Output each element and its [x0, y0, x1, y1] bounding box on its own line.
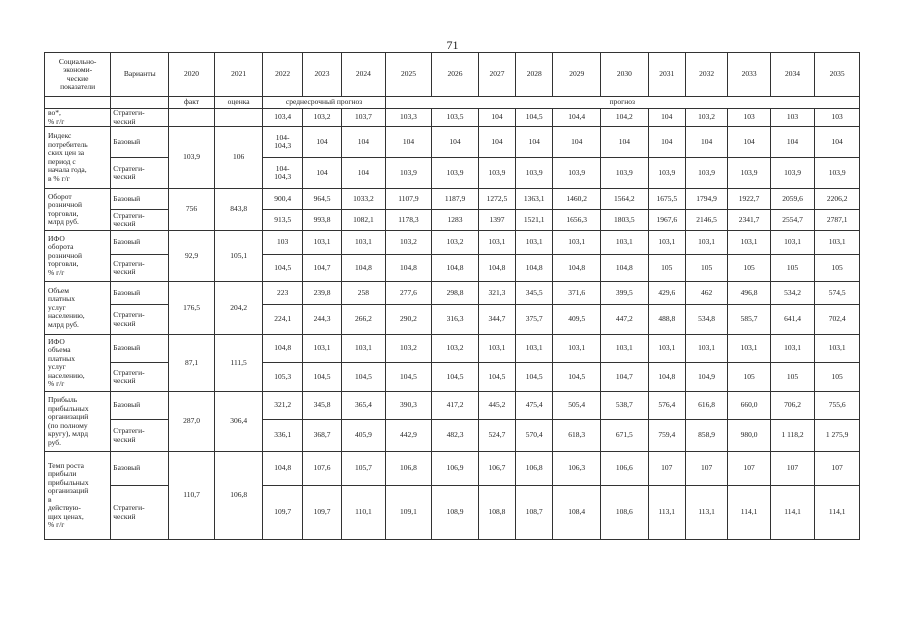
value-cell: 103,1	[302, 231, 341, 255]
value-cell: 103	[770, 109, 815, 127]
value-cell: 103,9	[385, 158, 432, 189]
value-cell: 104,9	[685, 363, 727, 392]
value-cell: 277,6	[385, 282, 432, 305]
value-cell: 345,8	[302, 392, 341, 420]
value-cell: 104,8	[478, 255, 515, 282]
value-cell: 104	[478, 109, 515, 127]
value-cell: 104	[685, 127, 727, 158]
value-2020: 92,9	[169, 231, 215, 282]
header-year: 2032	[685, 53, 727, 97]
value-cell: 103,1	[478, 231, 515, 255]
value-cell: 104	[385, 127, 432, 158]
value-2020: 756	[169, 189, 215, 231]
value-2021: 106,8	[214, 452, 263, 540]
table-row	[45, 452, 860, 486]
value-cell: 104- 104,3	[263, 127, 302, 158]
value-2021: 843,8	[214, 189, 263, 231]
value-cell: 108,8	[478, 486, 515, 540]
value-cell: 103,1	[770, 335, 815, 363]
value-cell: 755,6	[815, 392, 860, 420]
value-2021: 105,1	[214, 231, 263, 282]
value-cell: 103,1	[553, 335, 601, 363]
value-cell: 103,1	[516, 231, 553, 255]
value-cell: 103,7	[342, 109, 385, 127]
value-2020	[169, 109, 215, 127]
value-cell: 496,8	[728, 282, 770, 305]
value-cell: 105	[815, 363, 860, 392]
value-cell: 1363,1	[516, 189, 553, 210]
value-cell: 618,3	[553, 420, 601, 452]
forecast-table	[44, 52, 860, 540]
value-cell: 660,0	[728, 392, 770, 420]
value-cell: 103,1	[815, 231, 860, 255]
table-row	[45, 363, 860, 392]
value-cell: 103,1	[685, 231, 727, 255]
value-cell: 113,1	[685, 486, 727, 540]
indicator-name: ИФО оборота розничной торговли, % г/г	[45, 231, 111, 282]
table-row	[45, 109, 860, 127]
table-row	[45, 335, 860, 363]
header-indicator: Социально- экономи- ческие показатели	[45, 53, 111, 97]
value-cell: 103,1	[770, 231, 815, 255]
value-cell: 103,1	[601, 231, 649, 255]
value-cell: 298,8	[432, 282, 479, 305]
value-cell: 104,5	[342, 363, 385, 392]
value-cell: 706,2	[770, 392, 815, 420]
value-cell: 104	[728, 127, 770, 158]
value-cell: 105	[685, 255, 727, 282]
value-cell: 104,5	[553, 363, 601, 392]
variant-name: Базовый	[111, 392, 169, 420]
table-row	[45, 305, 860, 335]
value-cell: 616,8	[685, 392, 727, 420]
value-cell: 103,9	[601, 158, 649, 189]
variant-name: Стратеги- ческий	[111, 210, 169, 231]
value-cell: 1 275,9	[815, 420, 860, 452]
value-cell: 104	[302, 127, 341, 158]
value-cell: 114,1	[770, 486, 815, 540]
value-2021: 204,2	[214, 282, 263, 335]
page-number: 71	[446, 38, 459, 52]
table-row	[45, 127, 860, 158]
value-cell: 103,2	[432, 335, 479, 363]
value-cell: 1 118,2	[770, 420, 815, 452]
value-cell: 105,7	[342, 452, 385, 486]
value-cell: 1082,1	[342, 210, 385, 231]
indicator-name: Прибыль прибыльных организаций (по полному кругу), млрд руб.	[45, 392, 111, 452]
value-cell: 104	[302, 158, 341, 189]
value-cell: 368,7	[302, 420, 341, 452]
variant-name: Базовый	[111, 231, 169, 255]
variant-name: Базовый	[111, 127, 169, 158]
value-cell: 104,8	[342, 255, 385, 282]
value-cell: 109,1	[385, 486, 432, 540]
value-cell: 224,1	[263, 305, 302, 335]
value-cell: 538,7	[601, 392, 649, 420]
subheader-estimate: оценка	[214, 97, 263, 109]
subheader-empty	[45, 97, 111, 109]
value-cell: 399,5	[601, 282, 649, 305]
value-cell: 103,1	[728, 231, 770, 255]
value-cell: 258	[342, 282, 385, 305]
value-cell: 107	[728, 452, 770, 486]
value-2021	[214, 109, 263, 127]
value-cell: 104	[770, 127, 815, 158]
value-cell: 104,8	[263, 452, 302, 486]
value-cell: 103,5	[432, 109, 479, 127]
value-cell: 1178,3	[385, 210, 432, 231]
value-cell: 108,4	[553, 486, 601, 540]
value-cell: 316,3	[432, 305, 479, 335]
value-cell: 103,4	[263, 109, 302, 127]
value-cell: 1460,2	[553, 189, 601, 210]
value-cell: 266,2	[342, 305, 385, 335]
value-cell: 365,4	[342, 392, 385, 420]
value-cell: 104	[648, 127, 685, 158]
value-cell: 105	[770, 255, 815, 282]
variant-name: Стратеги- ческий	[111, 109, 169, 127]
table-row	[45, 231, 860, 255]
table-row	[45, 158, 860, 189]
value-cell: 103,1	[728, 335, 770, 363]
table-row	[45, 210, 860, 231]
value-cell: 702,4	[815, 305, 860, 335]
header-year: 2029	[553, 53, 601, 97]
value-cell: 1967,6	[648, 210, 685, 231]
value-cell: 574,5	[815, 282, 860, 305]
header-variants: Варианты	[111, 53, 169, 97]
value-cell: 336,1	[263, 420, 302, 452]
value-cell: 1272,5	[478, 189, 515, 210]
value-cell: 104- 104,3	[263, 158, 302, 189]
header-year: 2035	[815, 53, 860, 97]
value-cell: 104,5	[478, 363, 515, 392]
value-cell: 2554,7	[770, 210, 815, 231]
value-cell: 104,8	[601, 255, 649, 282]
value-cell: 107	[685, 452, 727, 486]
value-cell: 107	[815, 452, 860, 486]
value-cell: 109,7	[263, 486, 302, 540]
indicator-name: во*, % г/г	[45, 109, 111, 127]
variant-name: Стратеги- ческий	[111, 255, 169, 282]
value-cell: 104,8	[516, 255, 553, 282]
value-cell: 103	[263, 231, 302, 255]
value-cell: 105,3	[263, 363, 302, 392]
value-cell: 104	[553, 127, 601, 158]
value-cell: 104,2	[601, 109, 649, 127]
value-cell: 104,5	[516, 109, 553, 127]
value-cell: 405,9	[342, 420, 385, 452]
value-cell: 104	[516, 127, 553, 158]
variant-name: Стратеги- ческий	[111, 486, 169, 540]
value-2020: 287,0	[169, 392, 215, 452]
value-cell: 759,4	[648, 420, 685, 452]
indicator-name: Объем платных услуг населению, млрд руб.	[45, 282, 111, 335]
value-cell: 445,2	[478, 392, 515, 420]
value-cell: 103,1	[342, 231, 385, 255]
header-year: 2024	[342, 53, 385, 97]
value-cell: 103,9	[478, 158, 515, 189]
value-cell: 2146,5	[685, 210, 727, 231]
table-row	[45, 486, 860, 540]
value-2020: 87,1	[169, 335, 215, 392]
value-cell: 103,3	[385, 109, 432, 127]
value-cell: 344,7	[478, 305, 515, 335]
value-cell: 103	[728, 109, 770, 127]
value-cell: 442,9	[385, 420, 432, 452]
value-cell: 105	[815, 255, 860, 282]
value-cell: 2059,6	[770, 189, 815, 210]
value-cell: 110,1	[342, 486, 385, 540]
indicator-name: Индекс потребитель ских цен за период с начала года, в % г/г	[45, 127, 111, 189]
value-cell: 964,5	[302, 189, 341, 210]
value-cell: 103,9	[432, 158, 479, 189]
variant-name: Стратеги- ческий	[111, 363, 169, 392]
value-cell: 103,2	[385, 335, 432, 363]
value-cell: 103,9	[770, 158, 815, 189]
value-cell: 993,8	[302, 210, 341, 231]
value-cell: 104,5	[432, 363, 479, 392]
value-cell: 104,8	[385, 255, 432, 282]
value-cell: 103,1	[553, 231, 601, 255]
value-cell: 103	[815, 109, 860, 127]
value-cell: 104	[432, 127, 479, 158]
value-cell: 1922,7	[728, 189, 770, 210]
value-cell: 570,4	[516, 420, 553, 452]
value-cell: 104	[478, 127, 515, 158]
value-cell: 106,6	[601, 452, 649, 486]
value-cell: 105	[648, 255, 685, 282]
value-cell: 104	[601, 127, 649, 158]
value-cell: 103,9	[648, 158, 685, 189]
value-cell: 900,4	[263, 189, 302, 210]
value-2021: 306,4	[214, 392, 263, 452]
value-cell: 2206,2	[815, 189, 860, 210]
value-cell: 104	[815, 127, 860, 158]
subheader-empty	[111, 97, 169, 109]
value-cell: 103,1	[601, 335, 649, 363]
header-year: 2021	[214, 53, 263, 97]
subheader-forecast: прогноз	[385, 97, 859, 109]
value-cell: 524,7	[478, 420, 515, 452]
value-cell: 104,8	[553, 255, 601, 282]
value-cell: 104,8	[432, 255, 479, 282]
header-year: 2034	[770, 53, 815, 97]
value-cell: 1521,1	[516, 210, 553, 231]
value-cell: 1033,2	[342, 189, 385, 210]
value-cell: 103,1	[815, 335, 860, 363]
value-cell: 108,6	[601, 486, 649, 540]
variant-name: Базовый	[111, 335, 169, 363]
value-2021: 111,5	[214, 335, 263, 392]
value-cell: 858,9	[685, 420, 727, 452]
value-cell: 290,2	[385, 305, 432, 335]
value-cell: 114,1	[728, 486, 770, 540]
value-cell: 239,8	[302, 282, 341, 305]
value-cell: 534,2	[770, 282, 815, 305]
value-cell: 103,9	[553, 158, 601, 189]
value-cell: 585,7	[728, 305, 770, 335]
table-row	[45, 392, 860, 420]
value-cell: 447,2	[601, 305, 649, 335]
value-cell: 104,7	[302, 255, 341, 282]
table-row	[45, 255, 860, 282]
variant-name: Стратеги- ческий	[111, 420, 169, 452]
value-cell: 1675,5	[648, 189, 685, 210]
subheader-medium-term: среднесрочный прогноз	[263, 97, 385, 109]
value-cell: 104,7	[601, 363, 649, 392]
value-cell: 1107,9	[385, 189, 432, 210]
value-cell: 103,9	[728, 158, 770, 189]
value-cell: 104,5	[263, 255, 302, 282]
header-year: 2027	[478, 53, 515, 97]
header-year: 2033	[728, 53, 770, 97]
value-cell: 105	[728, 255, 770, 282]
value-2020: 103,9	[169, 127, 215, 189]
value-cell: 106,9	[432, 452, 479, 486]
table-row	[45, 282, 860, 305]
value-cell: 462	[685, 282, 727, 305]
header-year: 2025	[385, 53, 432, 97]
value-cell: 104	[342, 158, 385, 189]
value-cell: 106,3	[553, 452, 601, 486]
value-cell: 345,5	[516, 282, 553, 305]
value-cell: 375,7	[516, 305, 553, 335]
value-cell: 103,1	[685, 335, 727, 363]
value-cell: 103,1	[478, 335, 515, 363]
value-cell: 390,3	[385, 392, 432, 420]
value-cell: 104	[342, 127, 385, 158]
value-cell: 641,4	[770, 305, 815, 335]
value-cell: 103,1	[302, 335, 341, 363]
value-cell: 105	[770, 363, 815, 392]
header-year: 2030	[601, 53, 649, 97]
value-cell: 321,3	[478, 282, 515, 305]
value-cell: 113,1	[648, 486, 685, 540]
value-cell: 108,9	[432, 486, 479, 540]
value-cell: 104,8	[263, 335, 302, 363]
value-cell: 103,9	[516, 158, 553, 189]
value-cell: 1656,3	[553, 210, 601, 231]
value-cell: 505,4	[553, 392, 601, 420]
value-cell: 104	[648, 109, 685, 127]
header-year: 2020	[169, 53, 215, 97]
value-cell: 108,7	[516, 486, 553, 540]
value-cell: 107	[770, 452, 815, 486]
subheader-row	[45, 97, 860, 109]
value-cell: 1187,9	[432, 189, 479, 210]
value-cell: 106,8	[385, 452, 432, 486]
header-year: 2028	[516, 53, 553, 97]
value-cell: 980,0	[728, 420, 770, 452]
value-2020: 110,7	[169, 452, 215, 540]
value-cell: 417,2	[432, 392, 479, 420]
indicator-name: ИФО объема платных услуг населению, % г/г	[45, 335, 111, 392]
value-cell: 103,9	[685, 158, 727, 189]
value-cell: 105	[728, 363, 770, 392]
value-cell: 103,2	[385, 231, 432, 255]
variant-name: Стратеги- ческий	[111, 305, 169, 335]
value-cell: 475,4	[516, 392, 553, 420]
value-cell: 534,8	[685, 305, 727, 335]
value-cell: 488,8	[648, 305, 685, 335]
value-cell: 671,5	[601, 420, 649, 452]
table-row	[45, 420, 860, 452]
value-cell: 1564,2	[601, 189, 649, 210]
indicator-name: Оборот розничной торговли, млрд руб.	[45, 189, 111, 231]
value-cell: 103,1	[516, 335, 553, 363]
value-cell: 1803,5	[601, 210, 649, 231]
value-cell: 107,6	[302, 452, 341, 486]
variant-name: Базовый	[111, 189, 169, 210]
value-cell: 104,5	[385, 363, 432, 392]
value-cell: 103,1	[342, 335, 385, 363]
header-year: 2022	[263, 53, 302, 97]
value-cell: 409,5	[553, 305, 601, 335]
value-cell: 429,6	[648, 282, 685, 305]
value-cell: 371,6	[553, 282, 601, 305]
value-cell: 103,1	[648, 231, 685, 255]
value-cell: 1794,9	[685, 189, 727, 210]
value-cell: 114,1	[815, 486, 860, 540]
value-cell: 2787,1	[815, 210, 860, 231]
header-year: 2023	[302, 53, 341, 97]
value-cell: 103,1	[648, 335, 685, 363]
value-cell: 104,5	[516, 363, 553, 392]
table-row	[45, 189, 860, 210]
value-cell: 103,2	[302, 109, 341, 127]
value-2021: 106	[214, 127, 263, 189]
header-row	[45, 53, 860, 97]
value-2020: 176,5	[169, 282, 215, 335]
value-cell: 104,5	[302, 363, 341, 392]
header-year: 2031	[648, 53, 685, 97]
value-cell: 913,5	[263, 210, 302, 231]
value-cell: 223	[263, 282, 302, 305]
value-cell: 106,8	[516, 452, 553, 486]
indicator-name: Темп роста прибыли прибыльных организаций в действую- щих ценах, % г/г	[45, 452, 111, 540]
value-cell: 1283	[432, 210, 479, 231]
variant-name: Стратеги- ческий	[111, 158, 169, 189]
value-cell: 482,3	[432, 420, 479, 452]
value-cell: 103,2	[432, 231, 479, 255]
value-cell: 576,4	[648, 392, 685, 420]
value-cell: 106,7	[478, 452, 515, 486]
value-cell: 104,8	[648, 363, 685, 392]
variant-name: Базовый	[111, 452, 169, 486]
subheader-fact: факт	[169, 97, 215, 109]
value-cell: 103,9	[815, 158, 860, 189]
value-cell: 103,2	[685, 109, 727, 127]
value-cell: 321,2	[263, 392, 302, 420]
value-cell: 244,3	[302, 305, 341, 335]
value-cell: 1397	[478, 210, 515, 231]
header-year: 2026	[432, 53, 479, 97]
variant-name: Базовый	[111, 282, 169, 305]
value-cell: 109,7	[302, 486, 341, 540]
value-cell: 104,4	[553, 109, 601, 127]
value-cell: 107	[648, 452, 685, 486]
value-cell: 2341,7	[728, 210, 770, 231]
